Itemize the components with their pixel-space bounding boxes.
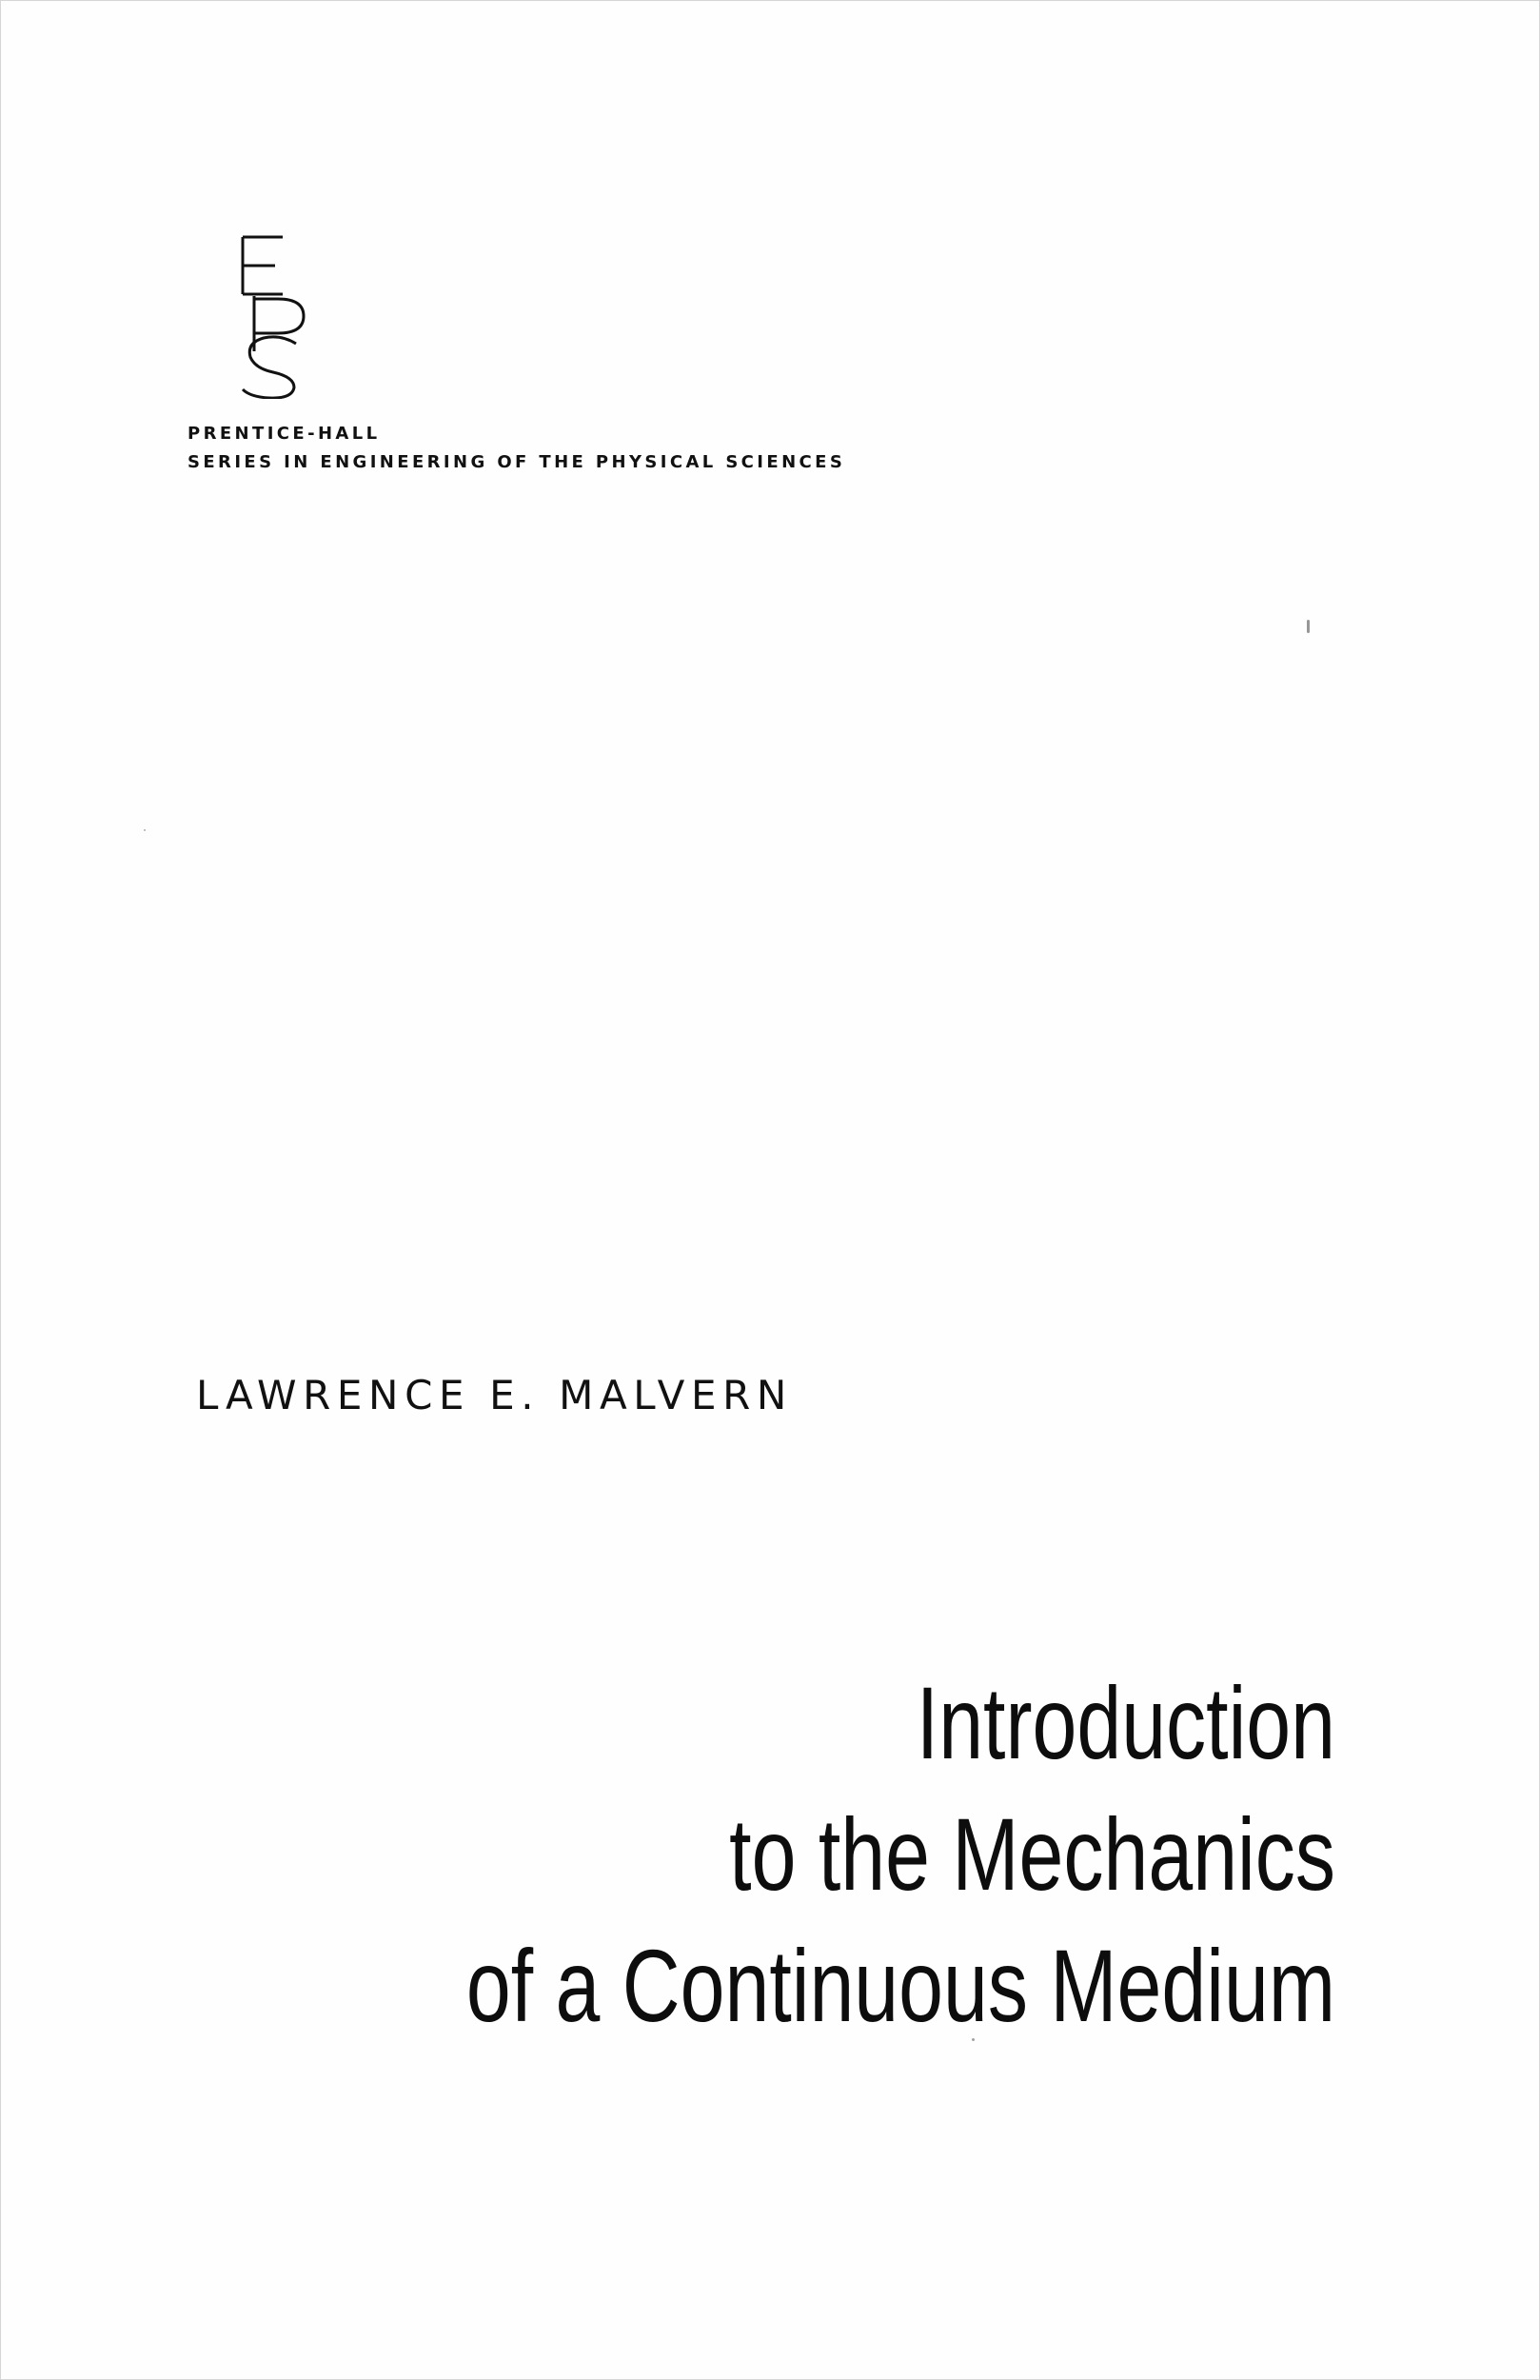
book-title [444, 1657, 1335, 2052]
series-block [188, 420, 845, 477]
series-name: SERIES IN ENGINEERING OF THE PHYSICAL SCIENCES [188, 452, 846, 472]
scan-speck [144, 829, 146, 831]
scan-speck [1307, 620, 1310, 633]
title-line: to the Mechanics [729, 1796, 1335, 1912]
publisher-name: PRENTICE-HALL [188, 424, 381, 444]
author-name: LAWRENCE E. MALVERN [196, 1372, 793, 1418]
title-line: of a Continuous Medium [465, 1928, 1335, 2043]
eps-logo-icon [226, 228, 311, 399]
title-line: Introduction [916, 1665, 1335, 1780]
